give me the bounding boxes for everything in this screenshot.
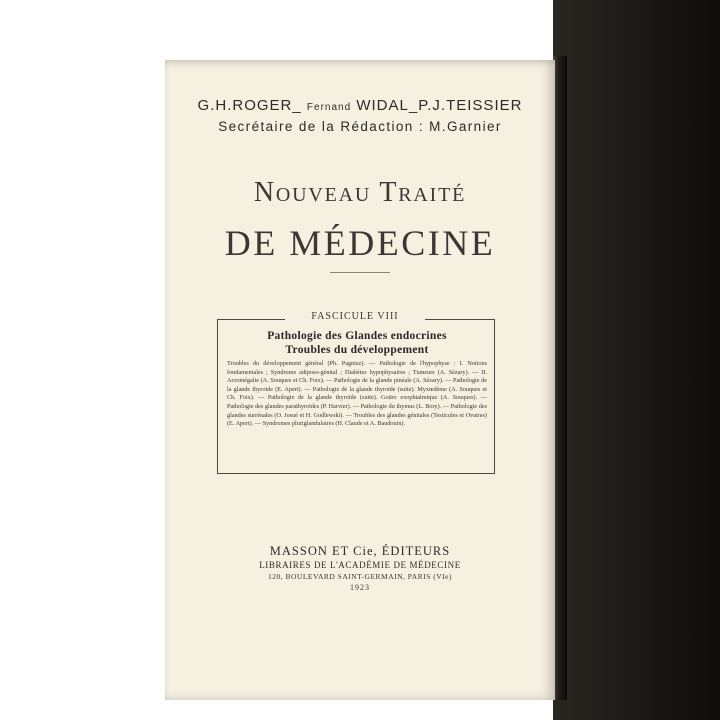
author-separator: _ (292, 97, 302, 114)
author-separator: _ (408, 97, 419, 114)
book-spine-edge (553, 56, 567, 700)
author-roger: G.H.ROGER (197, 97, 293, 114)
title-page (165, 60, 555, 700)
title-line-1: Nouveau Traité (253, 177, 467, 208)
publication-year: 1923 (350, 583, 370, 592)
title-rule (330, 272, 390, 273)
fascicule-heading-1: Pathologie des Glandes endocrines (267, 330, 447, 342)
background-dark (553, 0, 720, 720)
publisher-address: 120, BOULEVARD SAINT-GERMAIN, PARIS (VIe) (268, 572, 452, 581)
fascicule-heading-2: Troubles du développement (285, 344, 429, 356)
authors-line (165, 97, 555, 114)
title-line-2: DE MÉDECINE (224, 223, 496, 263)
editorial-secretary: Secrétaire de la Rédaction : M.Garnier (218, 119, 502, 134)
publisher-name: MASSON ET Cie, ÉDITEURS (269, 544, 451, 558)
fascicule-contents: Troubles du développement général (Ph. Pagniez). — Pathologie de l'hypophyse : I. Notions fondamentales ; Syndrome adiposo-génital ; Diabètes hypophysaires ; Tumeurs (A. Sézary). — II. Acromégalie (A. Souques et Ch. Foix). — Pathologie de la glande pinéale (A. Sézary). — Pathologie de la glande thyroïde (E. Apert). — Pathologie de la glande thyroïde (suite). Myxœdème (A. Souques et Ch. Foix). — Pathologie de la glande thyroïde (suite). Goitre exophtalmique (A. Souques). — Pathologie des glandes parathyroïdes (P. Harvier). — Pathologie du thymus (L. Bory). — Pathologie des glandes surrénales (O. Josué et H. Godlewski). — Troubles des glandes génitales (Testicules et Ovaires) (E. Apert). — Syndromes pluriglandulaires (H. Claude et A. Baudouin). (227, 360, 487, 428)
author-widal-firstname: Fernand (306, 102, 352, 113)
fascicule-label: FASCICULE VIII (285, 311, 425, 322)
author-teissier: P.J.TEISSIER (418, 97, 523, 114)
publisher-line-2: LIBRAIRES DE L'ACADÉMIE DE MÉDECINE (259, 560, 461, 570)
author-widal: WIDAL (356, 97, 409, 114)
